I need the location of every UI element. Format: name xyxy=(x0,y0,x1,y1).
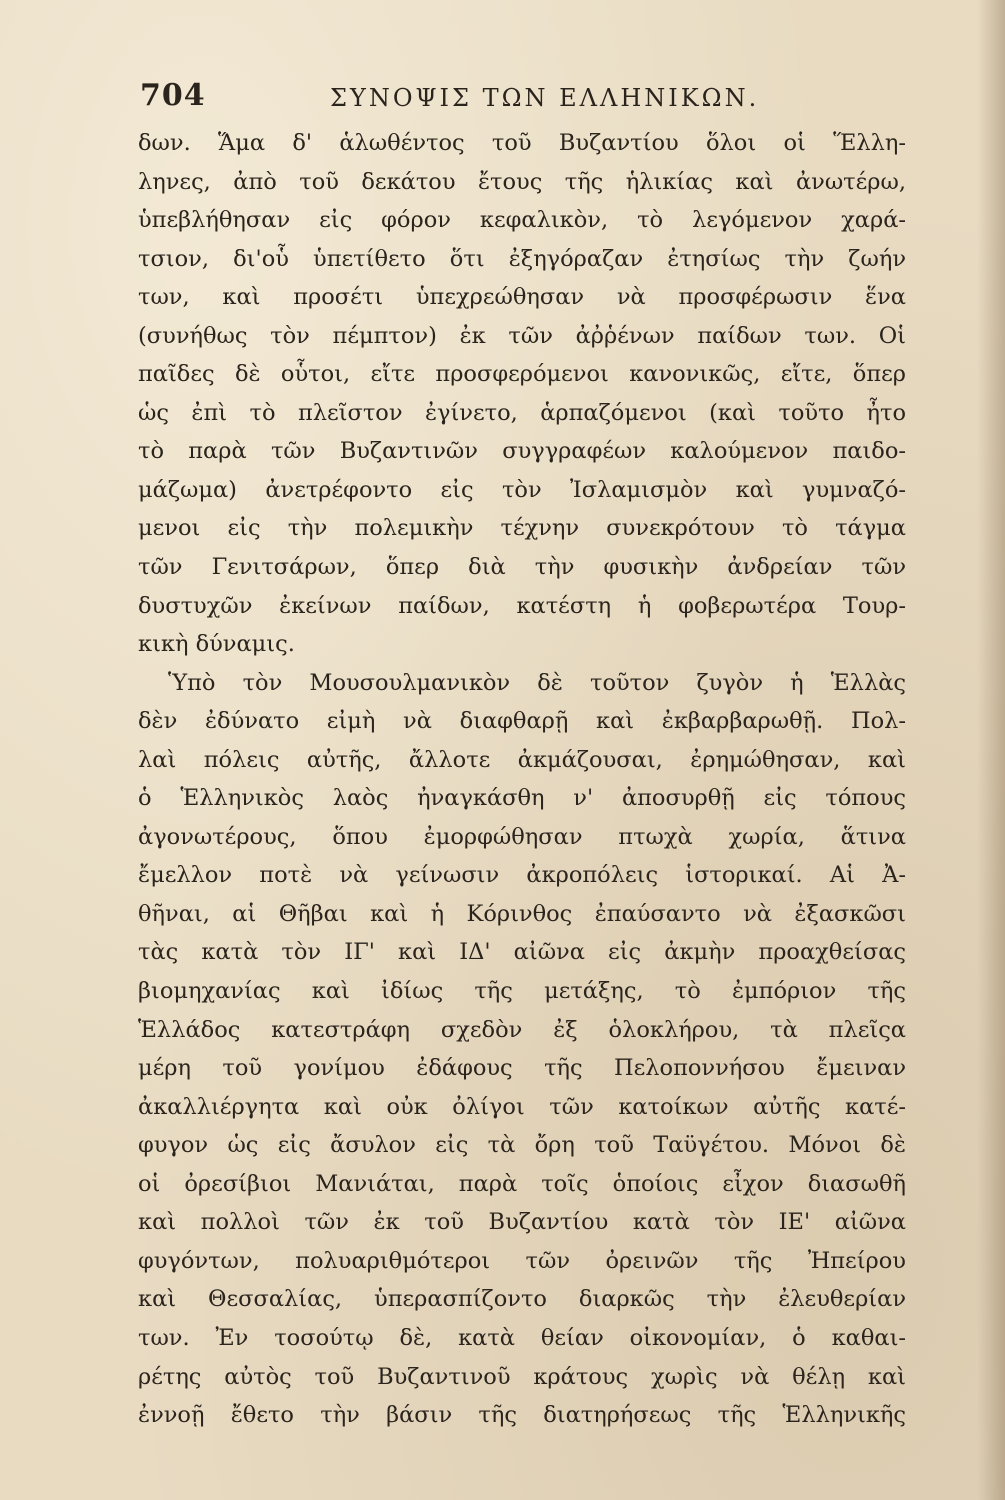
text-line: των. Ἐν τοσούτῳ δὲ, κατὰ θείαν οἰκονομίαν, ὁ καθαι- xyxy=(138,1324,906,1351)
text-line: τσιον, δι'οὗ ὑπετίθετο ὅτι ἐξηγόραζαν ἐτησίως τὴν ζωήν xyxy=(138,245,906,272)
text-line: καὶ Θεσσαλίας, ὑπερασπίζοντο διαρκῶς τὴν ἐλευθερίαν xyxy=(138,1286,906,1313)
text-line: Ὑπὸ τὸν Μουσουλμανικὸν δὲ τοῦτον ζυγὸν ἡ Ἑλλὰς xyxy=(168,669,906,696)
page-edge-shadow xyxy=(977,0,1005,1500)
text-line: τὰς κατὰ τὸν ΙΓ' καὶ ΙΔ' αἰῶνα εἰς ἀκμὴν προαχθείσας xyxy=(138,939,906,966)
text-line: ληνες, ἀπὸ τοῦ δεκάτου ἔτους τῆς ἡλικίας καὶ ἀνωτέρω, xyxy=(138,168,906,195)
text-line: ἔμελλον ποτὲ νὰ γείνωσιν ἀκροπόλεις ἱστορικαί. Αἱ Ἀ- xyxy=(138,862,906,889)
text-line: θῆναι, αἱ Θῆβαι καὶ ἡ Κόρινθος ἐπαύσαντο νὰ ἐξασκῶσι xyxy=(138,900,906,927)
text-line: δων. Ἅμα δ' ἁλωθέντος τοῦ Βυζαντίου ὅλοι οἱ Ἕλλη- xyxy=(138,130,906,156)
text-line: κικὴ δύναμις. xyxy=(138,631,295,658)
text-line: φυγόντων, πολυαριθμότεροι τῶν ὀρεινῶν τῆς Ἠπείρου xyxy=(138,1247,906,1274)
text-line: μενοι εἰς τὴν πολεμικὴν τέχνην συνεκρότουν τὸ τάγμα xyxy=(138,515,906,542)
text-line: βιομηχανίας καὶ ἰδίως τῆς μετάξης, τὸ ἐμπόριον τῆς xyxy=(138,978,906,1005)
text-line: (συνήθως τὸν πέμπτον) ἐκ τῶν ἀῤῥένων παίδων των. Οἱ xyxy=(138,322,906,349)
page-number: 704 xyxy=(140,78,206,113)
page-header xyxy=(140,78,900,118)
text-line: ὡς ἐπὶ τὸ πλεῖστον ἐγίνετο, ἁρπαζόμενοι (καὶ τοῦτο ἦτο xyxy=(138,399,906,426)
text-line: Ἑλλάδος κατεστράφη σχεδὸν ἐξ ὁλοκλήρου, τὰ πλεῖςα xyxy=(138,1016,906,1043)
text-line: οἱ ὀρεσίβιοι Μανιάται, παρὰ τοῖς ὁποίοις εἶχον διασωθῆ xyxy=(138,1170,906,1197)
body-text xyxy=(138,124,906,1435)
text-line: τὸ παρὰ τῶν Βυζαντινῶν συγγραφέων καλούμενον παιδο- xyxy=(138,438,906,465)
text-line: καὶ πολλοὶ τῶν ἐκ τοῦ Βυζαντίου κατὰ τὸν ΙΕ' αἰῶνα xyxy=(138,1209,906,1236)
text-line: μέρη τοῦ γονίμου ἐδάφους τῆς Πελοποννήσου ἔμειναν xyxy=(138,1055,906,1082)
running-head: ΣΥΝΟΨΙΣ ΤΩΝ ΕΛΛΗΝΙΚΩΝ. xyxy=(330,84,760,112)
text-line: παῖδες δὲ οὗτοι, εἴτε προσφερόμενοι κανονικῶς, εἴτε, ὅπερ xyxy=(138,361,906,388)
text-line: δυστυχῶν ἐκείνων παίδων, κατέστη ἡ φοβερωτέρα Τουρ- xyxy=(138,592,906,619)
text-line: ρέτης αὐτὸς τοῦ Βυζαντινοῦ κράτους χωρὶς νὰ θέλῃ καὶ xyxy=(138,1363,906,1390)
text-line: ὁ Ἑλληνικὸς λαὸς ἠναγκάσθη ν' ἀποσυρθῇ εἰς τόπους xyxy=(138,785,906,812)
text-line: μάζωμα) ἀνετρέφοντο εἰς τὸν Ἰσλαμισμὸν καὶ γυμναζό- xyxy=(138,476,906,503)
text-line: ὑπεβλήθησαν εἰς φόρον κεφαλικὸν, τὸ λεγόμενον χαρά- xyxy=(138,207,906,234)
text-line: φυγον ὡς εἰς ἄσυλον εἰς τὰ ὄρη τοῦ Ταϋγέτου. Μόνοι δὲ xyxy=(138,1132,906,1159)
text-line: ἀγονωτέρους, ὅπου ἐμορφώθησαν πτωχὰ χωρία, ἅτινα xyxy=(138,823,906,850)
text-line: ἐννοῇ ἔθετο τὴν βάσιν τῆς διατηρήσεως τῆς Ἑλληνικῆς xyxy=(138,1402,906,1429)
text-line: των, καὶ προσέτι ὑπεχρεώθησαν νὰ προσφέρωσιν ἕνα xyxy=(138,284,906,311)
text-line: δὲν ἐδύνατο εἰμὴ νὰ διαφθαρῇ καὶ ἐκβαρβαρωθῇ. Πολ- xyxy=(138,708,906,735)
text-line: λαὶ πόλεις αὐτῆς, ἄλλοτε ἀκμάζουσαι, ἐρημώθησαν, καὶ xyxy=(138,746,906,773)
text-line: ἀκαλλιέργητα καὶ οὐκ ὀλίγοι τῶν κατοίκων αὐτῆς κατέ- xyxy=(138,1093,906,1120)
text-line: τῶν Γενιτσάρων, ὅπερ διὰ τὴν φυσικὴν ἀνδρείαν τῶν xyxy=(138,554,906,581)
